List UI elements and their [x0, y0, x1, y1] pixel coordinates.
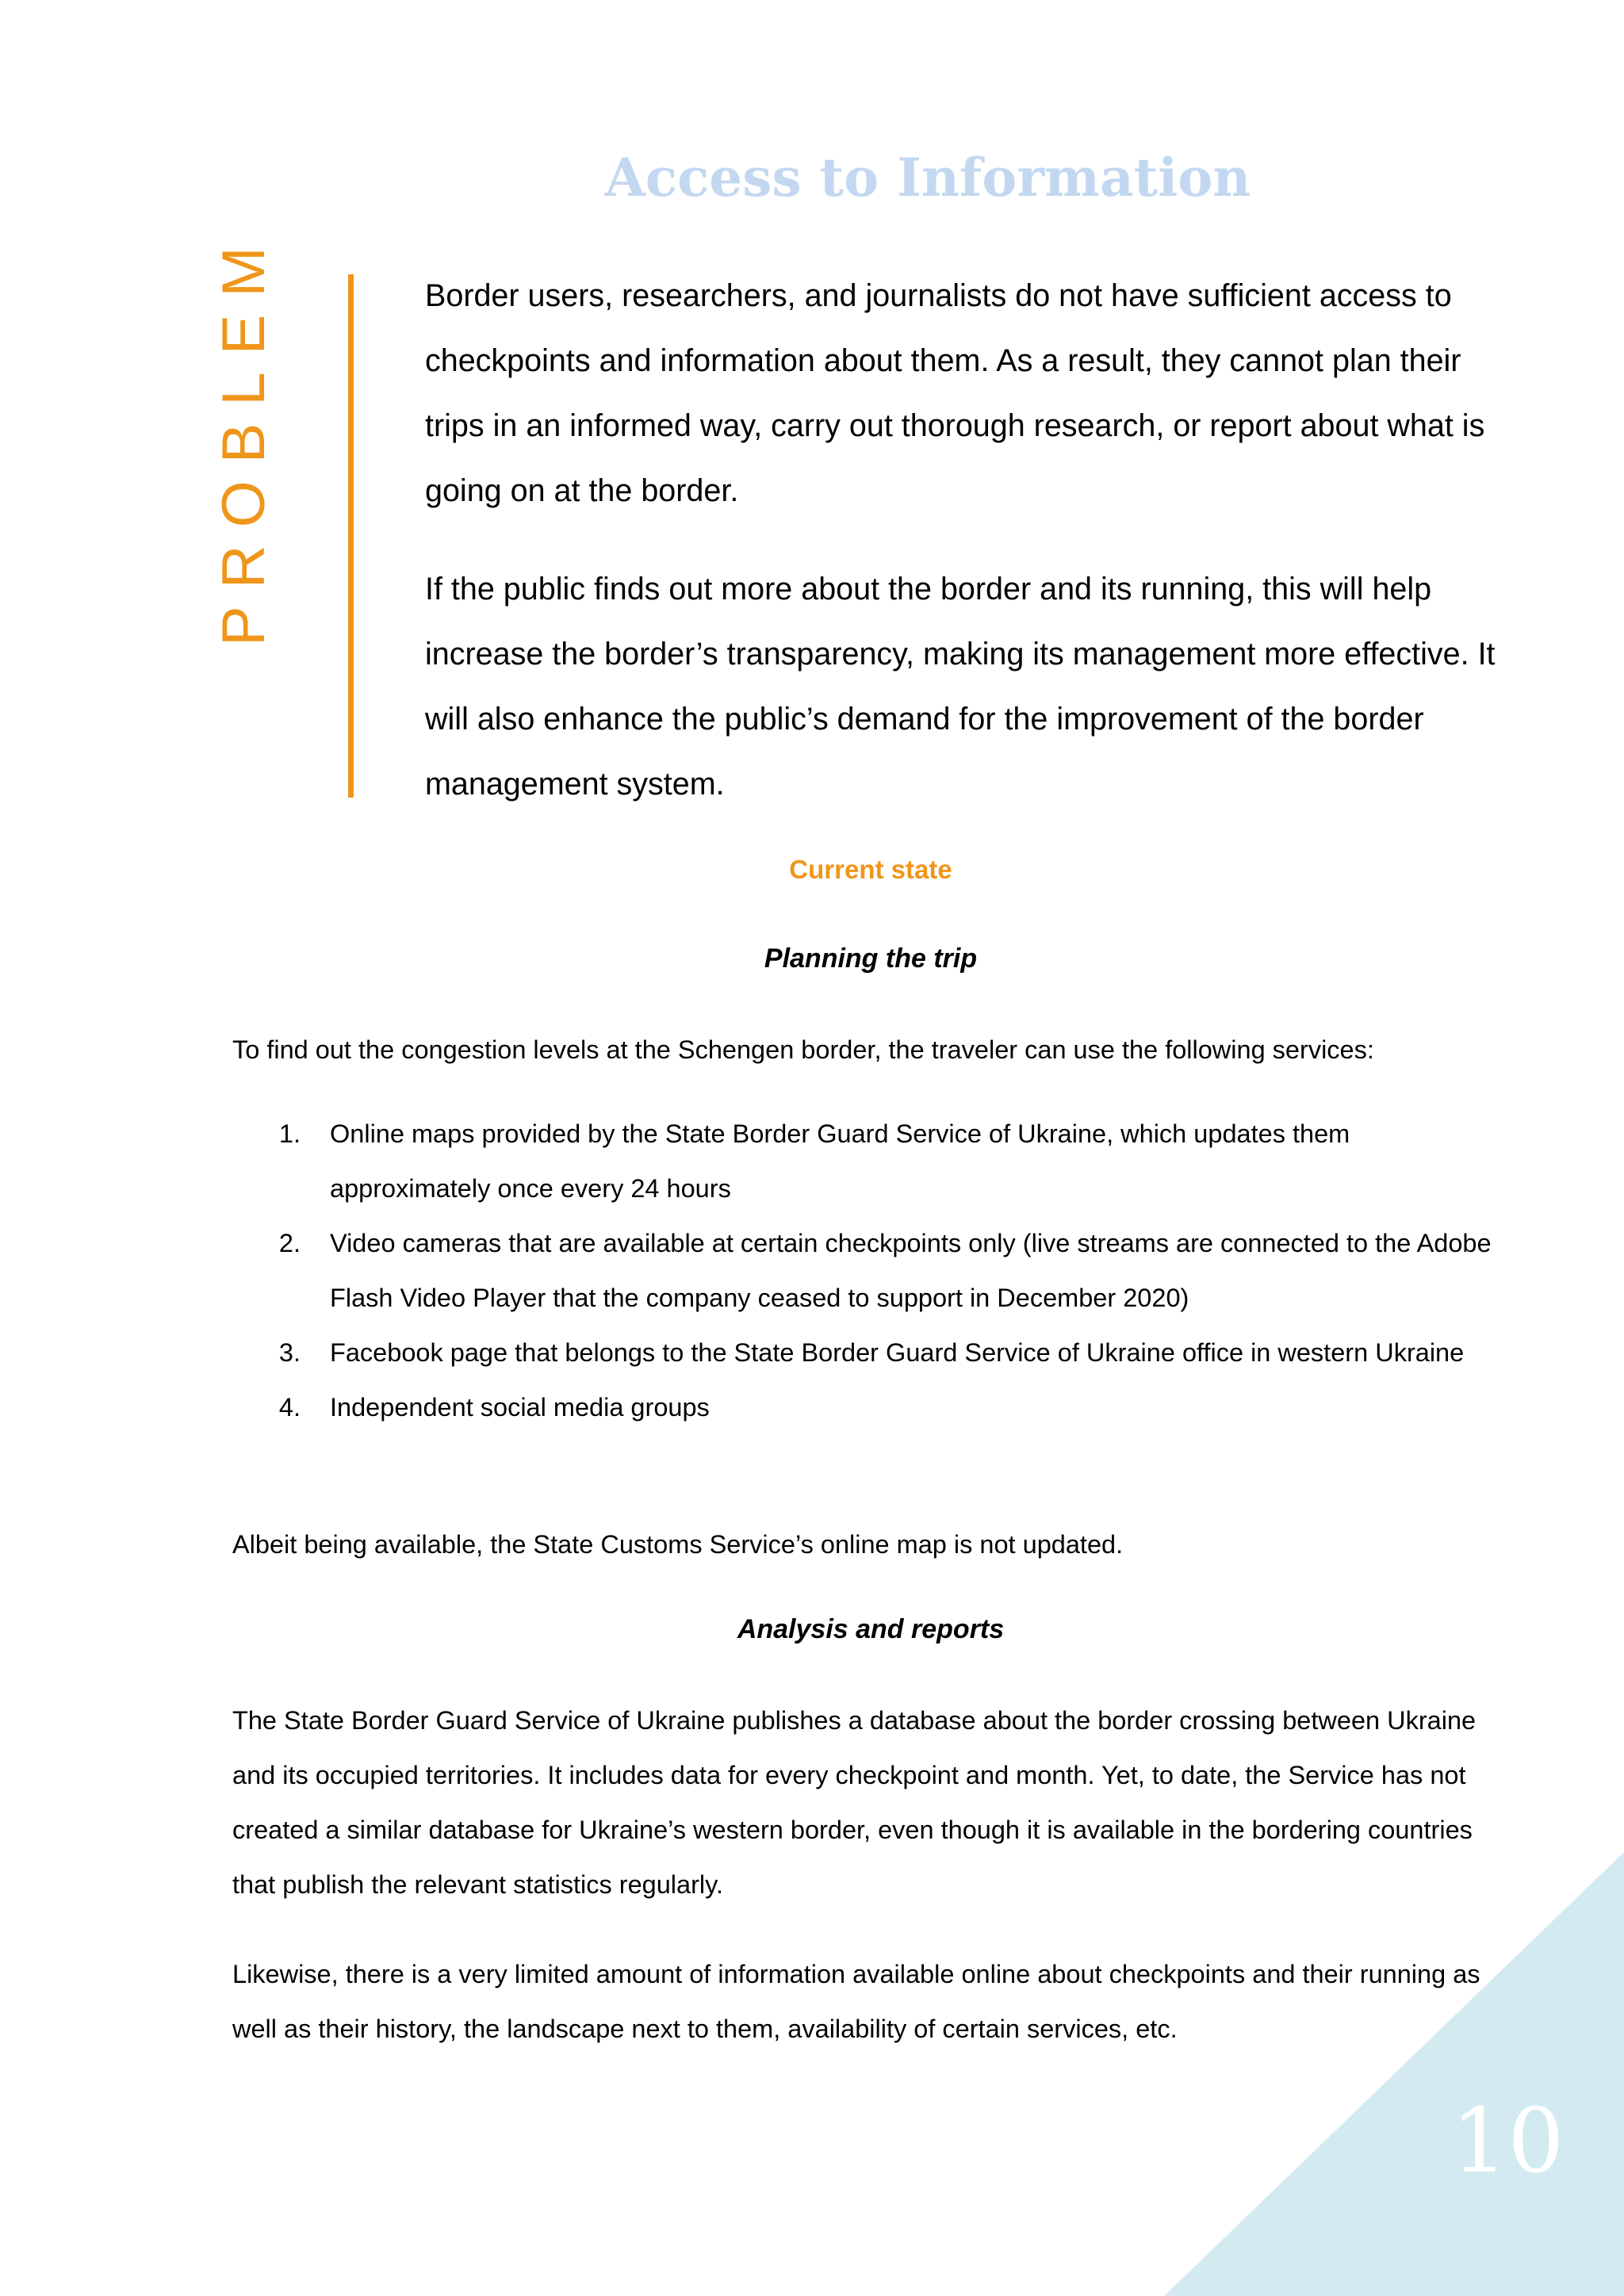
customs-map-note: Albeit being available, the State Customs Service’s online map is not updated.	[232, 1530, 1124, 1559]
list-item	[232, 1326, 1517, 1380]
current-state-heading: Current state	[789, 855, 952, 884]
list-item	[232, 1107, 1517, 1216]
list-text: Online maps provided by the State Border Guard Service of Ukraine, which updates them approximately once every 24 hours	[330, 1119, 1350, 1203]
list-number: 3.	[278, 1338, 301, 1367]
list-item	[232, 1216, 1517, 1326]
list-text: Video cameras that are available at certain checkpoints only (live streams are connected to the Adobe Flash Video Player that the company ceased to support in December 2020)	[330, 1229, 1492, 1312]
analysis-paragraph: The State Border Guard Service of Ukraine publishes a database about the border crossing between Ukraine and its occupied territories. It includes data for every checkpoint and month. Yet, to date, the Service has not created a similar database for Ukraine’s western border, even though it is available in the bordering countries that publish the relevant statistics regularly.	[232, 1706, 1477, 1899]
page-number: 10	[1451, 2090, 1565, 2193]
list-number: 1.	[278, 1119, 301, 1148]
list-number: 2.	[278, 1229, 301, 1257]
problem-paragraph: Border users, researchers, and journalists do not have sufficient access to checkpoints and information about them. As a result, they cannot plan their trips in an informed way, carry out thorough research, or report about what is going on at the border.	[425, 278, 1485, 508]
list-item	[232, 1380, 1517, 1435]
analysis-paragraph: Likewise, there is a very limited amount of information available online about checkpoints and their running as well as their history, the landscape next to them, availability of certain services, etc.	[232, 1960, 1480, 2043]
problem-paragraph: If the public finds out more about the border and its running, this will help increase the border’s transparency, making its management more effective. It will also enhance the public’s demand for the improvement of the border management system.	[425, 572, 1496, 802]
problem-label: PROBLEM	[210, 229, 278, 646]
problem-statement	[425, 263, 1519, 850]
planning-intro: To find out the congestion levels at the Schengen border, the traveler can use the following services:	[232, 1035, 1374, 1064]
planning-heading: Planning the trip	[764, 943, 978, 974]
list-text: Independent social media groups	[330, 1393, 710, 1422]
corner-triangle-decoration	[1164, 1852, 1624, 2296]
problem-divider-bar	[348, 274, 354, 798]
list-number: 4.	[278, 1393, 301, 1422]
page-title: Access to Information	[604, 147, 1251, 209]
list-text: Facebook page that belongs to the State Border Guard Service of Ukraine office in western Ukraine	[330, 1338, 1465, 1367]
analysis-heading: Analysis and reports	[737, 1614, 1005, 1644]
services-list	[232, 1107, 1517, 1435]
